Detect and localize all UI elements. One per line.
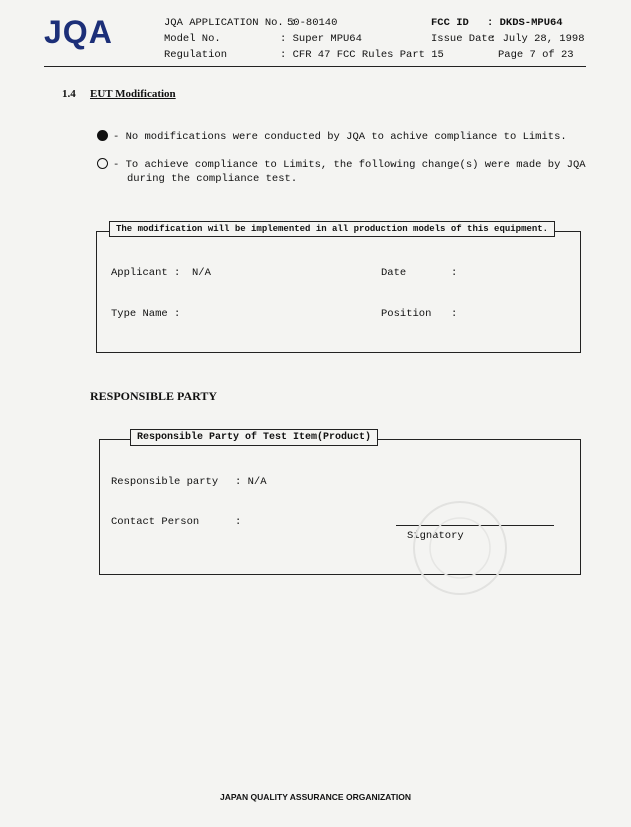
embossed-seal-icon [398, 498, 522, 598]
applicant-label: Applicant : [111, 267, 181, 279]
regulation-value: : CFR 47 FCC Rules Part 15 [280, 49, 444, 61]
section-title: EUT Modification [90, 88, 176, 100]
fcc-id-label: FCC ID [431, 17, 469, 29]
position-label: Position [381, 308, 432, 320]
page-number: Page 7 of 23 [498, 49, 574, 61]
modification-box-title: The modification will be implemented in all production models of this equipment. [109, 221, 555, 237]
fcc-id-value: : DKDS-MPU64 [487, 17, 563, 29]
model-label: Model No. [164, 33, 221, 45]
contact-person-label: Contact Person [111, 516, 200, 528]
responsible-party-heading: RESPONSIBLE PARTY [90, 389, 218, 403]
header-divider [44, 66, 586, 67]
selected-radio-icon [97, 130, 108, 141]
issue-date-label: Issue Date [431, 33, 495, 45]
option-modification-line2: during the compliance test. [127, 173, 298, 185]
signatory-label: Signatory [407, 530, 464, 542]
section-number: 1.4 [62, 88, 76, 100]
model-number: : Super MPU64 [280, 33, 362, 45]
responsible-party-box-title: Responsible Party of Test Item(Product) [130, 429, 378, 446]
responsible-party-label: Responsible party [111, 476, 219, 488]
date-colon: : [451, 267, 458, 279]
responsible-party-value: : N/A [235, 476, 267, 488]
regulation-label: Regulation [164, 49, 228, 61]
position-colon: : [451, 308, 458, 320]
unselected-radio-icon [97, 158, 108, 169]
jqa-logo: JQA [44, 14, 113, 50]
issue-date-value: : July 28, 1998 [490, 33, 585, 45]
type-name-label: Type Name : [111, 308, 181, 320]
modification-box [96, 231, 581, 353]
footer-organization: JAPAN QUALITY ASSURANCE ORGANIZATION [220, 792, 411, 802]
contact-person-colon: : [235, 516, 242, 528]
application-number: 50-80140 [287, 17, 338, 29]
application-label: JQA APPLICATION No. : [164, 17, 297, 29]
option-no-modification: - No modifications were conducted by JQA to achive compliance to Limits. [113, 131, 567, 143]
applicant-value: N/A [192, 267, 211, 279]
date-label: Date [381, 267, 407, 279]
option-modification: - To achieve compliance to Limits, the following change(s) were made by JQA [113, 159, 586, 171]
